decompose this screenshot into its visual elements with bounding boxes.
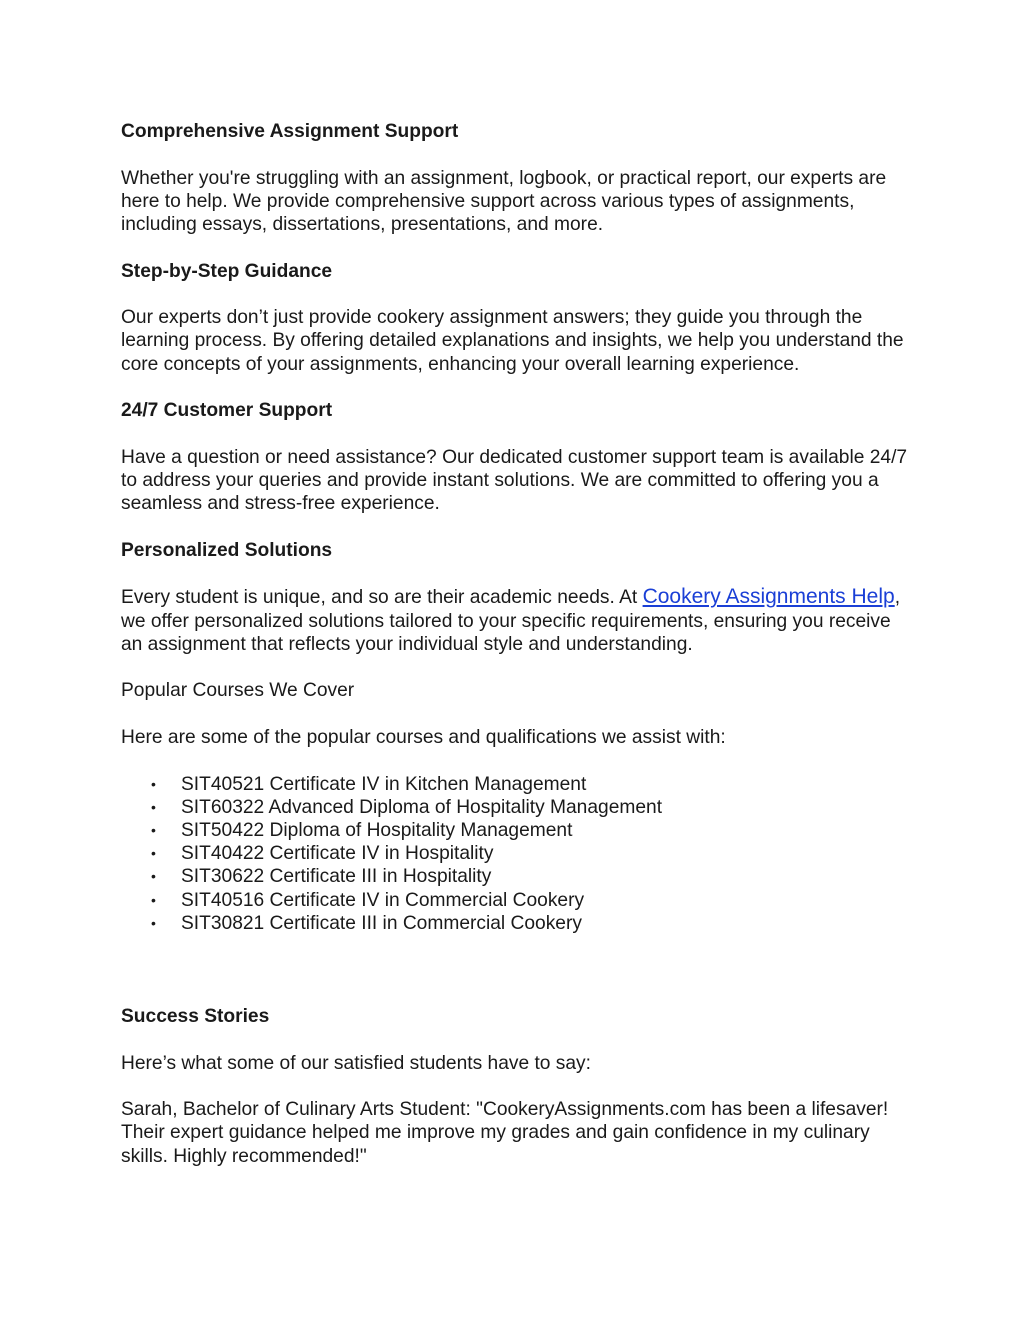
bullet-icon: •: [151, 798, 156, 815]
heading-step-by-step: Step-by-Step Guidance: [121, 260, 333, 282]
personalized-text-after: , we offer personalized solutions tailored to your specific requirements, ensuring you receive an assignment that reflects your individual style and understanding.: [121, 587, 901, 655]
course-label: SIT40422 Certificate IV in Hospitality: [181, 843, 494, 865]
course-label: SIT50422 Diploma of Hospitality Management: [181, 819, 573, 841]
course-label: SIT40521 Certificate IV in Kitchen Management: [181, 773, 587, 795]
course-list: [121, 773, 911, 935]
personalized-text-before: Every student is unique, and so are their academic needs. At: [121, 587, 643, 609]
paragraph-comprehensive-support: Whether you're struggling with an assignment, logbook, or practical report, our experts are here to help. We provide comprehensive support across various types of assignments, including essays, dissertations, presentations, and more.: [121, 167, 887, 235]
list-item: [121, 865, 911, 888]
list-item: [121, 889, 911, 912]
heading-customer-support: 24/7 Customer Support: [121, 400, 333, 422]
course-label: SIT30821 Certificate III in Commercial Cookery: [181, 912, 582, 934]
heading-personalized-solutions: Personalized Solutions: [121, 539, 333, 561]
popular-courses-title: Popular Courses We Cover: [121, 680, 355, 702]
heading-comprehensive-support: Comprehensive Assignment Support: [121, 121, 459, 142]
list-item: [121, 912, 911, 935]
bullet-icon: •: [151, 868, 156, 885]
heading-success-stories: Success Stories: [121, 1005, 270, 1027]
paragraph-customer-support: Have a question or need assistance? Our dedicated customer support team is available 24/7 to address your queries and provide instant solutions. We are committed to offering you a seamless and stress-free experience.: [121, 446, 908, 515]
cookery-assignments-help-link[interactable]: Cookery Assignments Help: [642, 585, 895, 609]
course-label: SIT40516 Certificate IV in Commercial Cookery: [181, 889, 585, 911]
testimonial-sarah: Sarah, Bachelor of Culinary Arts Student: "CookeryAssignments.com has been a lifesaver! Their expert guidance helped me improve my grades and gain confidence in my culinary skills. Highly recommended!": [121, 1099, 889, 1167]
bullet-icon: •: [151, 891, 156, 908]
popular-courses-intro: Here are some of the popular courses and qualifications we assist with:: [121, 726, 726, 748]
success-stories-intro: Here’s what some of our satisfied students have to say:: [121, 1052, 591, 1074]
bullet-icon: •: [151, 775, 156, 792]
bullet-icon: •: [151, 821, 156, 838]
course-label: SIT30622 Certificate III in Hospitality: [181, 866, 492, 888]
list-item: [121, 819, 911, 842]
bullet-icon: •: [151, 914, 156, 931]
paragraph-personalized-solutions: [121, 585, 911, 656]
list-item: [121, 842, 911, 865]
bullet-icon: •: [151, 845, 156, 862]
document-page: [121, 120, 911, 1168]
paragraph-step-by-step: Our experts don’t just provide cookery assignment answers; they guide you through the learning process. By offering detailed explanations and insights, we help you understand the core concepts of your assignments, enhancing your overall learning experience.: [121, 307, 904, 375]
list-item: [121, 796, 911, 819]
list-item: [121, 773, 911, 796]
course-label: SIT60322 Advanced Diploma of Hospitality Management: [181, 796, 663, 818]
